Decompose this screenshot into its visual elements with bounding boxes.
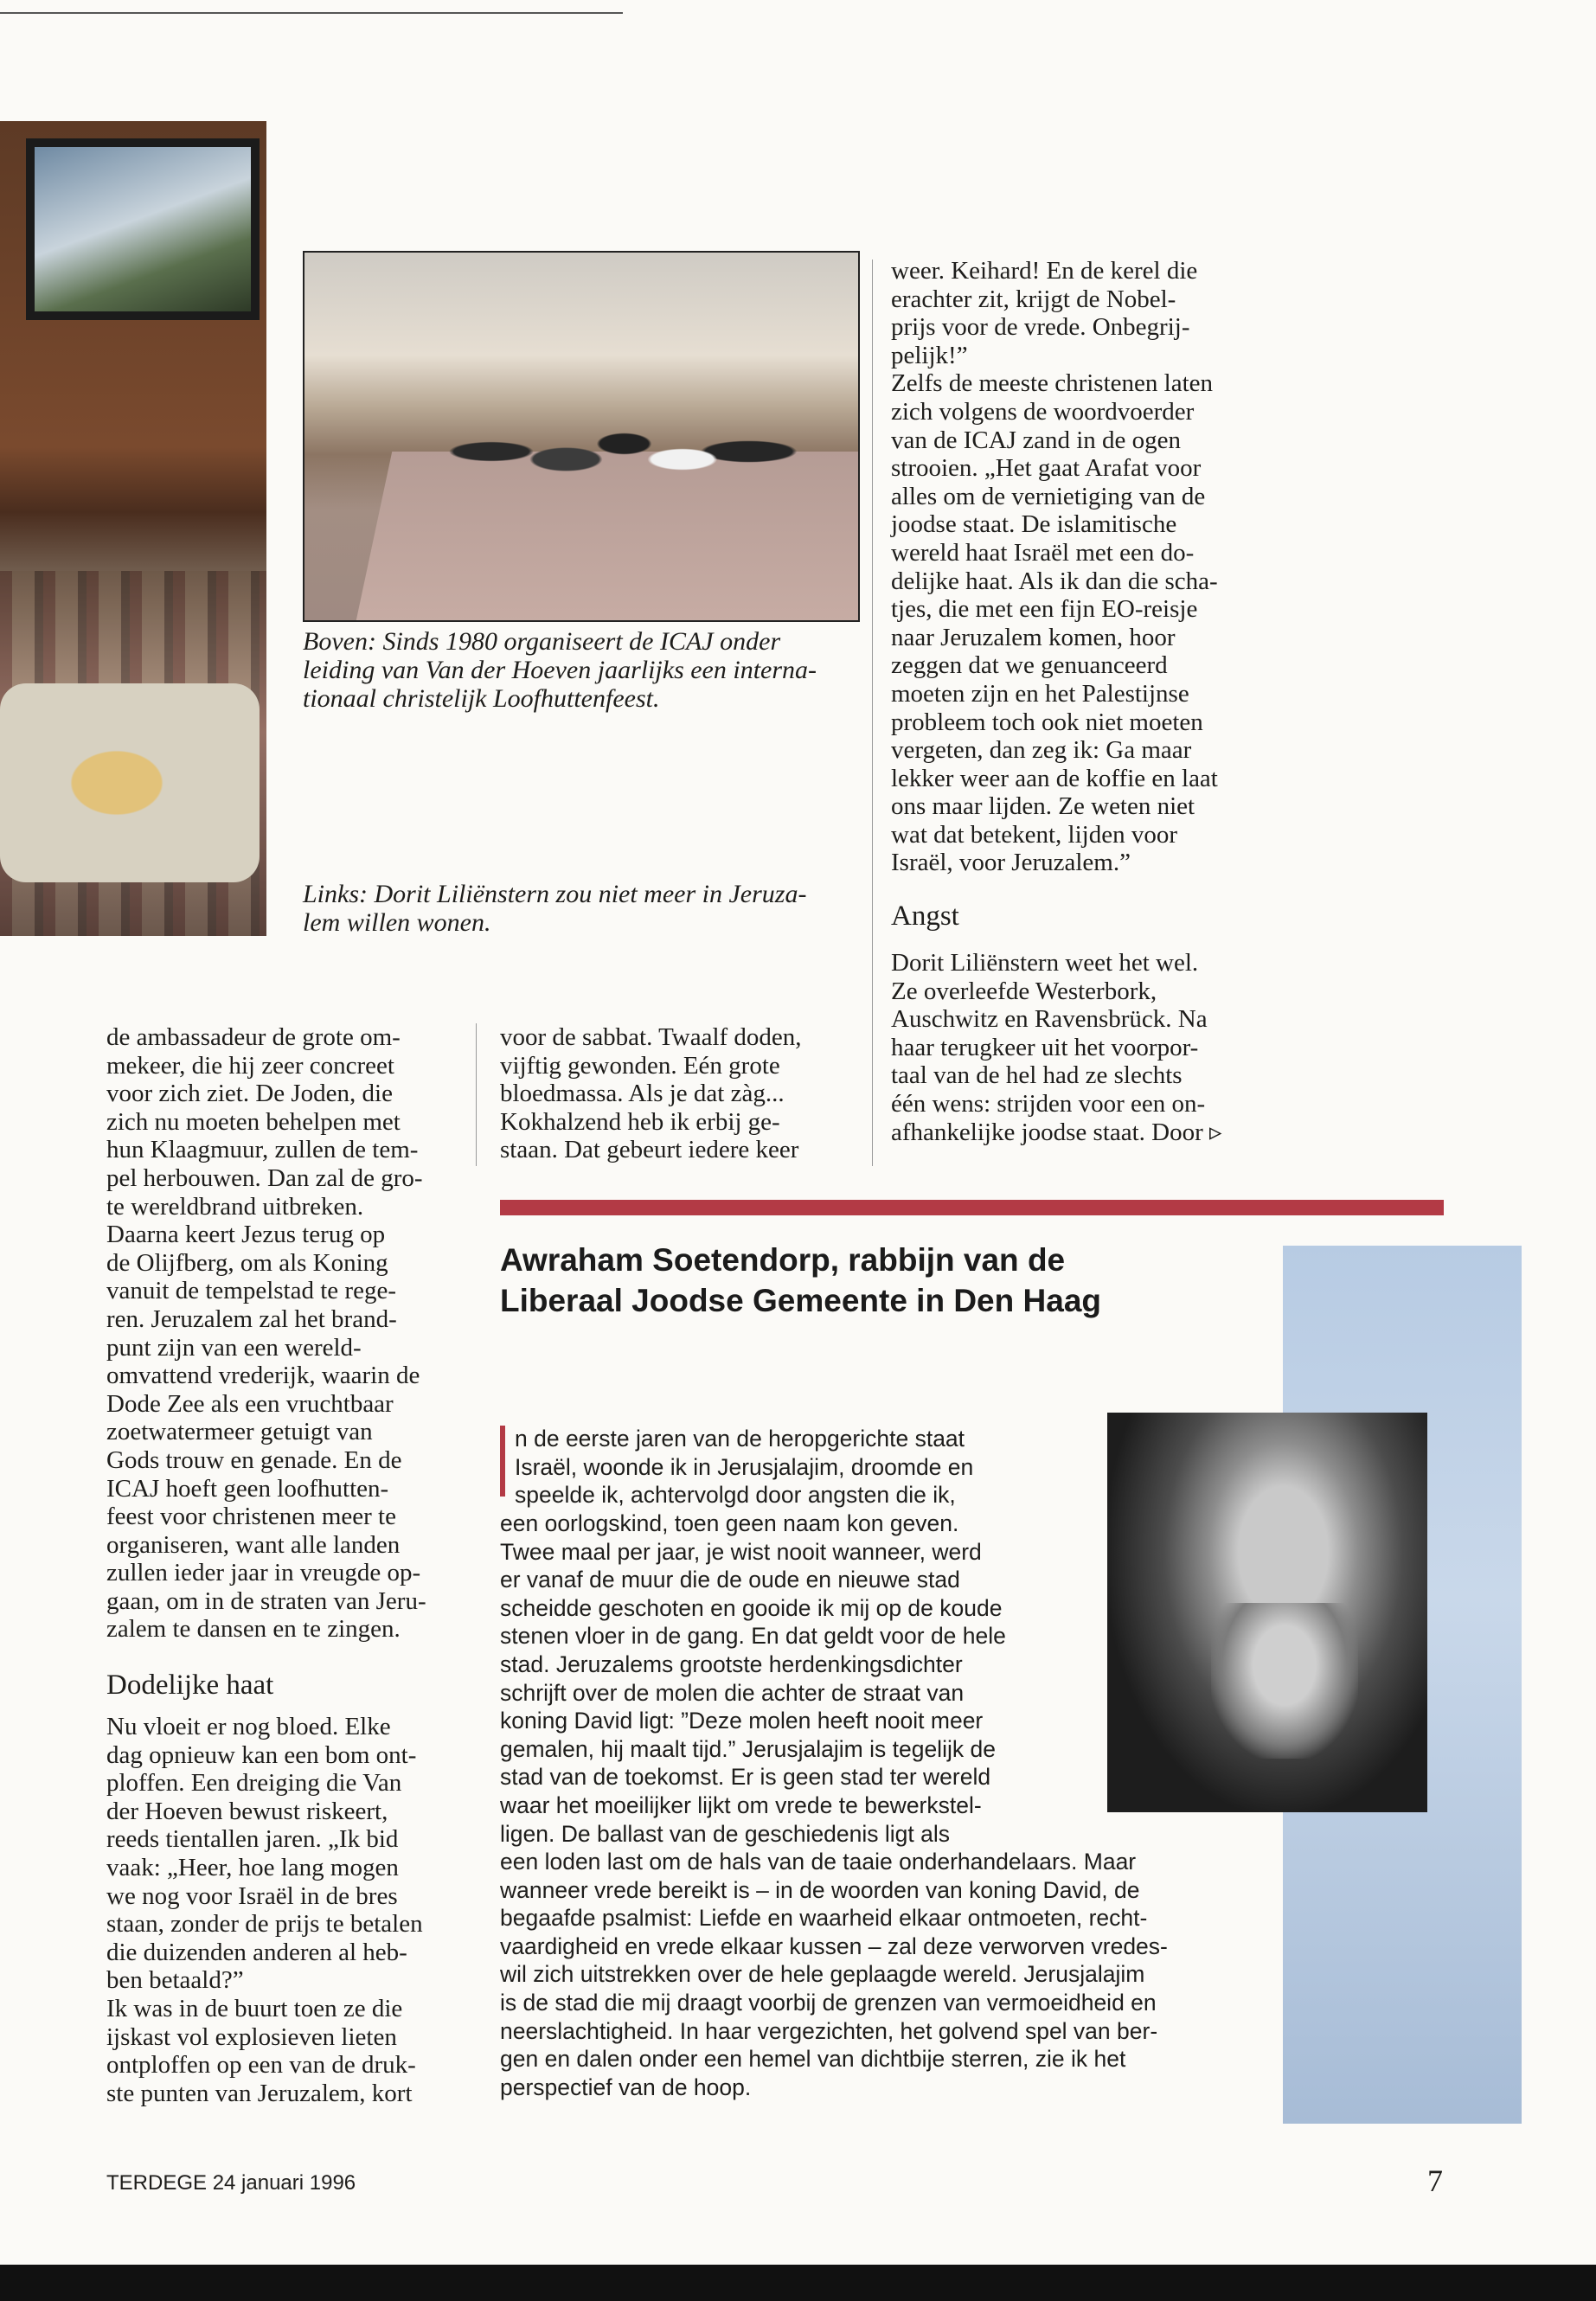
box-title xyxy=(500,1240,1261,1321)
text-line: voor de sabbat. Twaalf doden, xyxy=(500,1023,802,1051)
text-line: Ik was in de buurt toen ze die xyxy=(106,1995,403,2022)
text-line: zeggen dat we genuanceerd xyxy=(891,651,1168,680)
text-line: de Olijfberg, om als Koning xyxy=(106,1248,388,1277)
text-line: van de ICAJ zand in de ogen xyxy=(891,426,1182,454)
paragraph xyxy=(106,1023,470,1644)
text-line: te wereldbrand uitbreken. xyxy=(106,1192,364,1221)
text-line: der Hoeven bewust riskeert, xyxy=(106,1797,388,1825)
caption-top xyxy=(303,627,865,713)
box-title-line: Liberaal Joodse Gemeente in Den Haag xyxy=(500,1283,1101,1318)
text-line: n de eerste jaren van de heropgerichte staat xyxy=(515,1426,965,1452)
text-line: reeds tientallen jaren. „Ik bid xyxy=(106,1825,399,1854)
text-line: een loden last om de hals van de taaie onderhandelaars. Maar xyxy=(500,1849,1137,1875)
dancers xyxy=(408,374,824,529)
text-line: Dorit Liliënstern weet het wel. xyxy=(891,949,1199,977)
butterfly-pillow xyxy=(0,683,260,882)
text-line: wereld haat Israël met een do- xyxy=(891,538,1195,567)
caption-left xyxy=(303,880,865,937)
text-line: erachter zit, krijgt de Nobel- xyxy=(891,285,1176,313)
text-line: ren. Jeruzalem zal het brand- xyxy=(106,1304,397,1333)
photo-loofhuttenfeest xyxy=(303,251,860,622)
text-line: zich nu moeten behelpen met xyxy=(106,1107,401,1136)
text-line: mekeer, die hij zeer concreet xyxy=(106,1051,394,1080)
text-line: gaan, om in de straten van Jeru- xyxy=(106,1586,426,1615)
text-line: afhankelijke joodse staat. Door ▹ xyxy=(891,1118,1222,1146)
text-line: staan, zonder de prijs te betalen xyxy=(106,1910,423,1939)
text-line: dag opnieuw kan een bom ont- xyxy=(106,1740,417,1769)
text-line: stenen vloer in de gang. En dat geldt voor de hele xyxy=(500,1623,1006,1650)
text-line: we nog voor Israël in de bres xyxy=(106,1881,398,1910)
box-body-wrapped xyxy=(500,1509,1006,1848)
text-line: ons maar lijden. Ze weten niet xyxy=(891,792,1195,821)
text-line: vaardigheid en vrede elkaar kussen – zal deze verworven vredes- xyxy=(500,1932,1168,1959)
text-line: vanuit de tempelstad te rege- xyxy=(106,1277,396,1305)
text-line: zullen ieder jaar in vreugde op- xyxy=(106,1559,421,1587)
text-line: Israël, voor Jeruzalem.” xyxy=(891,849,1131,877)
text-line: zich volgens de woordvoerder xyxy=(891,397,1195,426)
text-line: gen en dalen onder een hemel van dichtbije sterren, zie ik het xyxy=(500,2046,1126,2073)
text-line: neerslachtigheid. In haar vergezichten, het golvend spel van ber- xyxy=(500,2017,1158,2044)
text-line: strooien. „Het gaat Arafat voor xyxy=(891,454,1202,483)
article-column-1 xyxy=(106,1023,470,2107)
caption-line: lem willen wonen. xyxy=(303,908,491,937)
text-line: Zelfs de meeste christenen laten xyxy=(891,369,1214,398)
paragraph xyxy=(106,1713,470,2107)
text-line: ICAJ hoeft geen loofhutten- xyxy=(106,1474,389,1503)
text-line: gemalen, hij maalt tijd.” Jerusjalajim is tegelijk de xyxy=(500,1735,996,1762)
article-column-2 xyxy=(500,1023,863,1164)
dropcap-i xyxy=(500,1426,505,1497)
box-title-line: Awraham Soetendorp, rabbijn van de xyxy=(500,1242,1066,1278)
text-line: ben betaald?” xyxy=(106,1966,244,1995)
caption-line: tionaal christelijk Loofhuttenfeest. xyxy=(303,684,660,713)
text-line: tjes, die met een fijn EO-reisje xyxy=(891,595,1198,624)
text-line: punt zijn van een wereld- xyxy=(106,1333,362,1362)
text-line: organiseren, want alle landen xyxy=(106,1530,401,1559)
text-line: pel herbouwen. Dan zal de gro- xyxy=(106,1163,423,1192)
text-line: ligen. De ballast van de geschiedenis ligt als xyxy=(500,1820,951,1847)
article-column-3 xyxy=(891,257,1272,1146)
text-line: ontploffen op een van de druk- xyxy=(106,2051,416,2080)
top-rule xyxy=(0,12,623,14)
text-line: wat dat betekent, lijden voor xyxy=(891,820,1177,849)
text-line: Kokhalzend heb ik erbij ge- xyxy=(500,1107,780,1136)
box-body-full xyxy=(500,1848,1168,2101)
text-line: koning David ligt: ”Deze molen heeft nooit meer xyxy=(500,1708,984,1734)
text-line: vergeten, dan zeg ik: Ga maar xyxy=(891,736,1192,765)
text-line: de ambassadeur de grote om- xyxy=(106,1023,401,1051)
wall-painting xyxy=(26,138,260,320)
footer xyxy=(106,2171,356,2195)
text-line: naar Jeruzalem komen, hoor xyxy=(891,623,1176,651)
text-line: zoetwatermeer getuigt van xyxy=(106,1418,373,1446)
text-line: lekker weer aan de koffie en laat xyxy=(891,764,1218,792)
text-line: wanneer vrede bereikt is – in de woorden van koning David, de xyxy=(500,1876,1140,1903)
text-line: hun Klaagmuur, zullen de tem- xyxy=(106,1136,419,1164)
text-line: haar terugkeer uit het voorpor- xyxy=(891,1033,1199,1061)
text-line: vijftig gewonden. Eén grote xyxy=(500,1051,780,1080)
caption-line: leiding van Van der Hoeven jaarlijks een interna- xyxy=(303,656,817,684)
text-line: omvattend vrederijk, waarin de xyxy=(106,1362,420,1390)
column-divider xyxy=(476,1023,477,1166)
text-line: alles om de vernietiging van de xyxy=(891,482,1206,510)
text-line: stad. Jeruzalems grootste herdenkingsdichter xyxy=(500,1650,963,1677)
text-line: wil zich uitstrekken over de hele geplaagde wereld. Jerusjalajim xyxy=(500,1961,1145,1988)
text-line: Auschwitz en Ravensbrück. Na xyxy=(891,1005,1208,1034)
text-line: begaafde psalmist: Liefde en waarheid elkaar ontmoeten, recht- xyxy=(500,1905,1148,1932)
text-line: prijs voor de vrede. Onbegrij- xyxy=(891,313,1190,342)
caption-line: Links: Dorit Liliënstern zou niet meer in Jeruza- xyxy=(303,880,807,908)
paragraph xyxy=(891,257,1272,877)
text-line: stad van de toekomst. Er is geen stad ter wereld xyxy=(500,1764,991,1791)
bottom-scan-edge xyxy=(0,2265,1596,2301)
text-line: moeten zijn en het Palestijnse xyxy=(891,679,1189,708)
paragraph xyxy=(891,949,1272,1146)
text-line: een oorlogskind, toen geen naam kon geven. xyxy=(500,1510,959,1536)
text-line: Nu vloeit er nog bloed. Elke xyxy=(106,1713,391,1741)
text-line: Daarna keert Jezus terug op xyxy=(106,1221,386,1249)
text-line: ijskast vol explosieven lieten xyxy=(106,2022,397,2051)
text-line: ploffen. Een dreiging die Van xyxy=(106,1769,402,1798)
text-line: schrijft over de molen die achter de straat van xyxy=(500,1679,965,1706)
magazine-name: TERDEGE xyxy=(106,2171,208,2195)
text-line: zalem te dansen en te zingen. xyxy=(106,1615,401,1644)
caption-line: Boven: Sinds 1980 organiseert de ICAJ onder xyxy=(303,627,781,656)
text-line: pelijk!” xyxy=(891,341,968,369)
text-line: speelde ik, achtervolgd door angsten die ik, xyxy=(515,1482,956,1509)
text-line: staan. Dat gebeurt iedere keer xyxy=(500,1136,799,1164)
text-line: perspectief van de hoop. xyxy=(500,2073,752,2100)
text-line: bloedmassa. Als je dat zàg... xyxy=(500,1080,785,1108)
issue-date: 24 januari 1996 xyxy=(212,2171,356,2195)
text-line: joodse staat. De islamitische xyxy=(891,510,1177,539)
text-line: Twee maal per jaar, je wist nooit wanneer, werd xyxy=(500,1538,982,1565)
photo-awraham-soetendorp xyxy=(1107,1413,1427,1812)
text-line: Dode Zee als een vruchtbaar xyxy=(106,1389,394,1418)
text-line: Israël, woonde ik in Jerusjalajim, droomde en xyxy=(515,1453,974,1480)
text-line: Gods trouw en genade. En de xyxy=(106,1445,402,1474)
subheading-angst: Angst xyxy=(891,901,959,933)
text-line: waar het moeilijker lijkt om vrede te bewerkstel- xyxy=(500,1791,982,1818)
text-line: scheidde geschoten en gooide ik mij op de koude xyxy=(500,1594,1003,1621)
subheading-dodelijke-haat: Dodelijke haat xyxy=(106,1670,274,1702)
text-line: Ze overleefde Westerbork, xyxy=(891,977,1157,1005)
box-accent-bar xyxy=(500,1200,1444,1215)
text-line: er vanaf de muur die de oude en nieuwe stad xyxy=(500,1567,960,1593)
text-line: voor zich ziet. De Joden, die xyxy=(106,1080,393,1108)
text-line: vaak: „Heer, hoe lang mogen xyxy=(106,1854,399,1882)
photo-dorit-lilienstern xyxy=(0,121,266,936)
text-line: één wens: strijden voor een on- xyxy=(891,1090,1206,1118)
text-line: is de stad die mij draagt voorbij de grenzen van vermoeidheid en xyxy=(500,1989,1157,2016)
box-body-wrapped-lead xyxy=(515,1425,973,1509)
portrait-face xyxy=(1211,1603,1358,1759)
text-line: delijke haat. Als ik dan die scha- xyxy=(891,567,1218,595)
column-divider xyxy=(872,260,873,1166)
text-line: die duizenden anderen al heb- xyxy=(106,1938,407,1966)
page-number: 7 xyxy=(1427,2163,1443,2198)
text-line: weer. Keihard! En de kerel die xyxy=(891,257,1198,285)
text-line: feest voor christenen meer te xyxy=(106,1503,396,1531)
text-line: probleem toch ook niet moeten xyxy=(891,708,1203,736)
text-line: ste punten van Jeruzalem, kort xyxy=(106,2079,413,2107)
paragraph xyxy=(500,1023,863,1164)
text-line: taal van de hel had ze slechts xyxy=(891,1061,1183,1090)
